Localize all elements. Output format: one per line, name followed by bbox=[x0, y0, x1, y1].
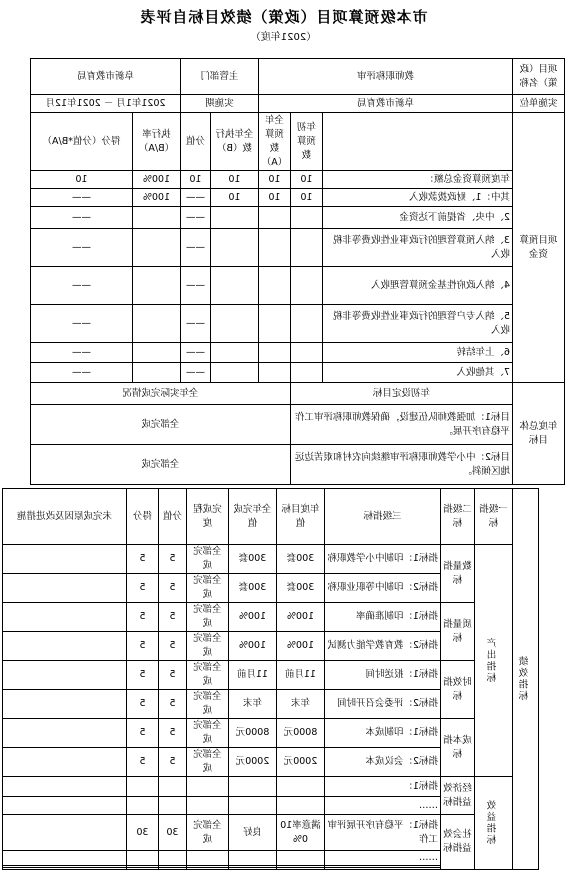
funds-row bbox=[30, 267, 564, 305]
indicator-degree: 全部完成 bbox=[187, 748, 229, 777]
goal-row bbox=[30, 445, 564, 485]
funds-cell bbox=[211, 207, 259, 229]
indicator-actual: 年末 bbox=[229, 690, 277, 719]
indicator-target: 2000元 bbox=[277, 748, 325, 777]
funds-header: 全年执行数（B） bbox=[211, 113, 259, 171]
indicator-degree: 全部完成 bbox=[187, 603, 229, 632]
indicator-got: 30 bbox=[127, 815, 159, 851]
indicator-target: 年末 bbox=[277, 690, 325, 719]
funds-row-label: 6、上年结转 bbox=[323, 343, 513, 363]
funds-cell bbox=[291, 267, 323, 305]
funds-cell bbox=[211, 229, 259, 267]
indicator-group: 数量指标 bbox=[441, 545, 475, 603]
indicator-row bbox=[3, 815, 539, 851]
funds-cell bbox=[291, 207, 323, 229]
indicator-actual: 100% bbox=[229, 603, 277, 632]
indicator-target: 满意率100% bbox=[277, 815, 325, 851]
funds-cell bbox=[211, 363, 259, 383]
indicator-row bbox=[3, 603, 539, 632]
project-name: 教师职称评审 bbox=[259, 59, 513, 95]
indicator-score: 5 bbox=[159, 748, 187, 777]
funds-cell bbox=[291, 343, 323, 363]
department: 阜新市教育局 bbox=[30, 59, 180, 95]
indicator-score: 5 bbox=[159, 632, 187, 661]
indicator-reason bbox=[3, 632, 127, 661]
indicator-name: …… bbox=[325, 797, 441, 815]
funds-row-label: 7、其他收入 bbox=[323, 363, 513, 383]
indicator-header: 分值 bbox=[159, 489, 187, 545]
funds-cell bbox=[259, 229, 291, 267]
funds-row-label: 5、纳入专户管理的行政事业性收费等非税收入 bbox=[323, 305, 513, 343]
funds-section-label: 项目预算资金 bbox=[513, 113, 565, 383]
indicator-header: 完成程度 bbox=[187, 489, 229, 545]
funds-cell: —— bbox=[30, 267, 132, 305]
funds-cell: —— bbox=[30, 229, 132, 267]
funds-cell bbox=[211, 305, 259, 343]
budget-table bbox=[30, 58, 565, 485]
output-indicators-label: 产出指标 bbox=[475, 545, 513, 777]
indicator-header: 未完成原因及改进措施 bbox=[3, 489, 127, 545]
funds-cell: —— bbox=[180, 189, 210, 207]
goal-actual: 全部完成 bbox=[30, 445, 290, 485]
indicator-got: 5 bbox=[127, 574, 159, 603]
funds-header: 得分（分值*B/A） bbox=[30, 113, 132, 171]
goal-row bbox=[30, 405, 564, 445]
funds-cell: —— bbox=[30, 343, 132, 363]
funds-cell: —— bbox=[180, 343, 210, 363]
indicator-score: 5 bbox=[159, 545, 187, 574]
indicator-degree: 全部完成 bbox=[187, 661, 229, 690]
indicator-header: 全年完成值 bbox=[229, 489, 277, 545]
goal-actual: 全部完成 bbox=[30, 405, 290, 445]
funds-cell: —— bbox=[30, 189, 132, 207]
funds-cell: 10 bbox=[211, 189, 259, 207]
funds-cell bbox=[132, 343, 180, 363]
indicator-actual: 100% bbox=[229, 632, 277, 661]
funds-row bbox=[30, 171, 564, 189]
indicator-actual: 良好 bbox=[229, 815, 277, 851]
indicator-target: 100% bbox=[277, 632, 325, 661]
goal-target: 目标2：中小学教师职称评审继续向农村和艰苦边远地区倾斜。 bbox=[291, 445, 513, 485]
indicator-degree: 全部完成 bbox=[187, 574, 229, 603]
indicator-reason bbox=[3, 719, 127, 748]
funds-cell: —— bbox=[180, 363, 210, 383]
funds-cell: —— bbox=[180, 305, 210, 343]
indicator-header: 年度目标值 bbox=[277, 489, 325, 545]
indicator-actual: 11月前 bbox=[229, 661, 277, 690]
funds-cell bbox=[259, 305, 291, 343]
indicator-name: 指标1：印制成本 bbox=[325, 719, 441, 748]
funds-cell bbox=[132, 305, 180, 343]
indicator-score: 5 bbox=[159, 603, 187, 632]
indicator-group: 社会效益指标 bbox=[441, 815, 475, 870]
funds-cell bbox=[259, 343, 291, 363]
indicator-score: 5 bbox=[159, 574, 187, 603]
indicator-reason bbox=[3, 690, 127, 719]
funds-cell bbox=[291, 305, 323, 343]
indicator-name: 指标2：评委会召开时间 bbox=[325, 690, 441, 719]
form-year-note: （2021年度） bbox=[250, 32, 317, 43]
indicators-table bbox=[2, 488, 539, 870]
funds-cell: 10 bbox=[291, 189, 323, 207]
funds-header: 执行率（B/A） bbox=[132, 113, 180, 171]
impl-period: 2021年1月 － 2021年12月 bbox=[30, 95, 180, 113]
funds-row-label: 其中：1、财政拨款收入 bbox=[323, 189, 513, 207]
indicator-name: 指标1：印制准确率 bbox=[325, 603, 441, 632]
funds-cell: —— bbox=[30, 305, 132, 343]
indicator-target: 300套 bbox=[277, 545, 325, 574]
funds-cell: —— bbox=[180, 267, 210, 305]
funds-cell: 10 bbox=[259, 189, 291, 207]
funds-cell: 10 bbox=[30, 171, 132, 189]
indicator-reason bbox=[3, 661, 127, 690]
goals-target-header: 年初设定目标 bbox=[291, 383, 513, 405]
indicator-got: 5 bbox=[127, 748, 159, 777]
indicator-header: 二级指标 bbox=[441, 489, 475, 545]
funds-cell bbox=[132, 363, 180, 383]
funds-row bbox=[30, 229, 564, 267]
funds-cell bbox=[132, 267, 180, 305]
indicator-score: 5 bbox=[159, 690, 187, 719]
indicator-row bbox=[3, 777, 539, 797]
indicator-got: 5 bbox=[127, 690, 159, 719]
indicator-got: 5 bbox=[127, 603, 159, 632]
project-name-label: 项目（政策）名称 bbox=[513, 59, 565, 95]
indicator-reason bbox=[3, 574, 127, 603]
funds-cell bbox=[291, 363, 323, 383]
funds-cell: 10 bbox=[291, 171, 323, 189]
indicator-target: 300套 bbox=[277, 574, 325, 603]
indicator-name: 指标1： bbox=[325, 777, 441, 797]
indicator-reason bbox=[3, 815, 127, 851]
indicator-actual: 2000元 bbox=[229, 748, 277, 777]
indicator-name: 指标1：平稳有序开展评审工作 bbox=[325, 815, 441, 851]
funds-cell bbox=[211, 343, 259, 363]
indicator-header: 三级指标 bbox=[325, 489, 441, 545]
benefit-indicators-label: 效益指标 bbox=[475, 777, 513, 870]
indicator-name: 指标2：教育教学能力测试 bbox=[325, 632, 441, 661]
indicator-degree: 全部完成 bbox=[187, 632, 229, 661]
funds-header: 分值 bbox=[180, 113, 210, 171]
funds-cell: —— bbox=[180, 229, 210, 267]
indicator-degree: 全部完成 bbox=[187, 719, 229, 748]
funds-row-label: 2、中央、省提前下达资金 bbox=[323, 207, 513, 229]
indicator-row bbox=[3, 719, 539, 748]
indicator-header: 一级指标 bbox=[475, 489, 513, 545]
indicator-reason bbox=[3, 748, 127, 777]
indicator-reason bbox=[3, 603, 127, 632]
funds-row bbox=[30, 363, 564, 383]
form-title: 市本级预算项目（政策）绩效目标自评表 bbox=[139, 8, 428, 26]
funds-row-label: 年度预算资金总额： bbox=[323, 171, 513, 189]
funds-cell: 100% bbox=[132, 171, 180, 189]
funds-row bbox=[30, 189, 564, 207]
impl-unit: 阜新市教育局 bbox=[259, 95, 513, 113]
indicator-got: 5 bbox=[127, 661, 159, 690]
indicator-group: 经济效益指标 bbox=[441, 777, 475, 815]
indicator-row bbox=[3, 545, 539, 574]
impl-period-label: 实施期 bbox=[180, 95, 258, 113]
indicator-got: 5 bbox=[127, 632, 159, 661]
indicator-name: 指标2：印制中等职业职称 bbox=[325, 574, 441, 603]
indicator-group: 质量指标 bbox=[441, 603, 475, 661]
indicator-target: 8000元 bbox=[277, 719, 325, 748]
indicator-score: 5 bbox=[159, 719, 187, 748]
funds-row-label: 4、纳入政府性基金预算管理收入 bbox=[323, 267, 513, 305]
indicator-degree: 全部完成 bbox=[187, 815, 229, 851]
indicator-row bbox=[3, 661, 539, 690]
funds-row bbox=[30, 343, 564, 363]
indicator-actual: 300套 bbox=[229, 574, 277, 603]
funds-row bbox=[30, 305, 564, 343]
funds-cell: 100% bbox=[132, 189, 180, 207]
funds-header-blank bbox=[323, 113, 513, 171]
funds-cell: —— bbox=[30, 363, 132, 383]
funds-cell: —— bbox=[180, 207, 210, 229]
funds-cell bbox=[291, 229, 323, 267]
funds-cell bbox=[132, 229, 180, 267]
indicator-degree: 全部完成 bbox=[187, 690, 229, 719]
funds-row bbox=[30, 207, 564, 229]
indicator-name: 指标1：印制中小学教职称 bbox=[325, 545, 441, 574]
indicator-name: 指标2：会议成本 bbox=[325, 748, 441, 777]
indicator-header: 得分 bbox=[127, 489, 159, 545]
indicator-target: 100% bbox=[277, 603, 325, 632]
funds-cell: 10 bbox=[211, 171, 259, 189]
indicator-name: …… bbox=[325, 851, 441, 866]
funds-cell bbox=[211, 267, 259, 305]
indicator-actual: 8000元 bbox=[229, 719, 277, 748]
funds-header: 全年预算数（A） bbox=[259, 113, 291, 171]
funds-cell: —— bbox=[30, 207, 132, 229]
funds-cell bbox=[259, 267, 291, 305]
indicator-actual: 300套 bbox=[229, 545, 277, 574]
funds-cell: 10 bbox=[180, 171, 210, 189]
indicator-group: 时效指标 bbox=[441, 661, 475, 719]
funds-row-label: 3、纳入预算管理的行政事业性收费等非税收入 bbox=[323, 229, 513, 267]
indicator-reason bbox=[3, 545, 127, 574]
indicator-degree: 全部完成 bbox=[187, 545, 229, 574]
indicator-name: 指标1：报送时间 bbox=[325, 661, 441, 690]
funds-cell bbox=[259, 207, 291, 229]
funds-cell bbox=[259, 363, 291, 383]
indicator-score: 5 bbox=[159, 661, 187, 690]
department-label: 主管部门 bbox=[180, 59, 258, 95]
indicators-side-label: 绩效指标 bbox=[513, 489, 539, 870]
indicator-group: 成本指标 bbox=[441, 719, 475, 777]
funds-header: 年初预算数 bbox=[291, 113, 323, 171]
indicator-target: 11月前 bbox=[277, 661, 325, 690]
impl-unit-label: 实施单位 bbox=[513, 95, 565, 113]
goals-actual-header: 全年实际完成情况 bbox=[30, 383, 290, 405]
goal-target: 目标1：加强教师队伍建设，确保教师职称评审工作平稳有序开展。 bbox=[291, 405, 513, 445]
funds-cell: 10 bbox=[259, 171, 291, 189]
indicator-got: 5 bbox=[127, 545, 159, 574]
goals-section-label: 年度总体目标 bbox=[513, 383, 565, 485]
funds-cell bbox=[132, 207, 180, 229]
indicator-score: 30 bbox=[159, 815, 187, 851]
indicator-got: 5 bbox=[127, 719, 159, 748]
